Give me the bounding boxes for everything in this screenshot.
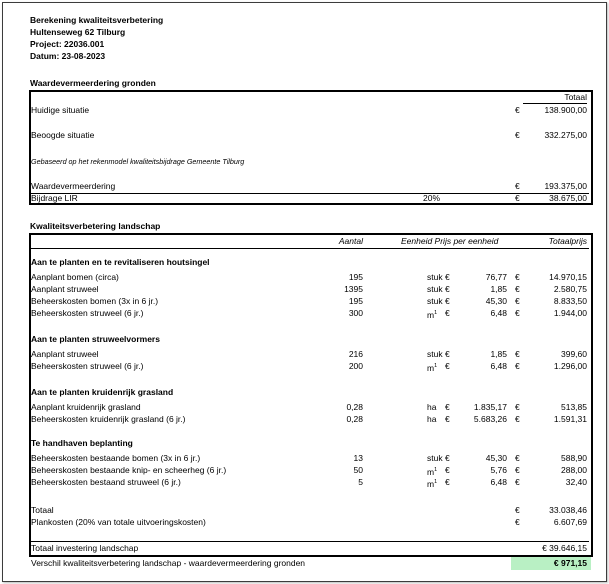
row-total: 14.970,15 — [549, 272, 587, 282]
vm-cur: € — [515, 181, 520, 191]
column-header-rule — [31, 248, 589, 249]
row-price: 45,30 — [485, 453, 507, 463]
row-price: 6,48 — [490, 308, 507, 318]
row-label: Beheerskosten kruidenrijk grasland (6 jr.) — [31, 414, 186, 424]
plankosten-value: 6.607,69 — [553, 517, 587, 527]
row-price: 5.683,26 — [473, 414, 507, 424]
row-unit-text: m — [427, 309, 435, 320]
verschil-label: Verschil kwaliteitsverbetering landschap - waardevermeerdering gronden — [31, 558, 306, 568]
row-total: 1.296,00 — [553, 361, 587, 371]
huidige-cur: € — [515, 105, 520, 115]
section1-note: Gebaseerd op het rekenmodel kwaliteitsbijdrage Gemeente Tilburg — [31, 157, 245, 166]
doc-title: Berekening kwaliteitsverbetering — [30, 15, 164, 25]
plankosten-label: Plankosten (20% van totale uitvoeringskosten) — [31, 517, 206, 527]
huidige-value: 138.900,00 — [544, 105, 587, 115]
row-price: 1,85 — [490, 284, 507, 294]
row-unit — [427, 465, 437, 478]
row-cur2: € — [515, 296, 520, 306]
row-label: Beheerskosten bestaande bomen (3x in 6 jr.) — [31, 453, 201, 463]
row-unit — [427, 414, 436, 425]
row-total: 2.580,75 — [553, 284, 587, 294]
row-unit-sup: 1 — [434, 310, 438, 316]
row-unit — [427, 453, 443, 464]
lir-cur: € — [515, 193, 520, 203]
row-cur2: € — [515, 349, 520, 359]
group-title: Aan te planten en te revitaliseren houtsingel — [31, 257, 210, 267]
row-qty: 195 — [348, 272, 363, 282]
row-unit — [427, 477, 437, 490]
row-cur2: € — [515, 308, 520, 318]
row-label: Beheerskosten bestaand struweel (6 jr.) — [31, 477, 181, 487]
row-total: 288,00 — [561, 465, 587, 475]
row-price: 5,76 — [490, 465, 507, 475]
row-cur1: € — [445, 361, 450, 371]
row-label: Beheerskosten struweel (6 jr.) — [31, 308, 144, 318]
row-unit — [427, 361, 437, 374]
row-qty: 195 — [348, 296, 363, 306]
col-eenheid: Eenheid Prijs per eenheid — [401, 236, 499, 246]
row-qty: 216 — [348, 349, 363, 359]
row-total: 8.833,50 — [553, 296, 587, 306]
row-price: 1,85 — [490, 349, 507, 359]
doc-date: Datum: 23-08-2023 — [30, 51, 106, 61]
row-unit-text: ha — [427, 402, 437, 412]
row-unit-text: stuk — [427, 453, 443, 463]
row-cur2: € — [515, 453, 520, 463]
row-cur2: € — [515, 402, 520, 412]
row-cur2: € — [515, 272, 520, 282]
section1-heading: Waardevermeerdering gronden — [30, 78, 156, 88]
vm-label: Waardevermeerdering — [31, 181, 116, 191]
row-qty: 300 — [348, 308, 363, 318]
row-cur1: € — [445, 308, 450, 318]
row-unit-text: stuk — [427, 296, 443, 306]
row-label: Aanplant kruidenrijk grasland — [31, 402, 141, 412]
row-price: 6,48 — [490, 477, 507, 487]
lir-value: 38.675,00 — [549, 193, 587, 203]
row-label: Beheerskosten bestaande knip- en scheerheg (6 jr.) — [31, 465, 227, 475]
section1-total-header: Totaal — [564, 92, 587, 102]
row-total: 513,85 — [561, 402, 587, 412]
row-cur1: € — [445, 453, 450, 463]
group-title: Aan te planten struweelvormers — [31, 334, 160, 344]
total-header-underline — [523, 103, 587, 104]
row-qty: 200 — [348, 361, 363, 371]
row-cur2: € — [515, 414, 520, 424]
row-unit-text: stuk — [427, 349, 443, 359]
row-unit — [427, 402, 436, 413]
row-unit-text: stuk — [427, 272, 443, 282]
row-unit-text: m — [427, 362, 435, 373]
section2-heading: Kwaliteitsverbetering landschap — [30, 221, 161, 231]
row-label: Beheerskosten struweel (6 jr.) — [31, 361, 144, 371]
row-total: 588,90 — [561, 453, 587, 463]
row-unit — [427, 296, 443, 307]
doc-project: Project: 22036.001 — [30, 39, 105, 49]
row-total: 1.944,00 — [553, 308, 587, 318]
row-unit-text: stuk — [427, 284, 443, 294]
investering-value: € 39.646,15 — [542, 543, 587, 553]
vm-value: 193.375,00 — [544, 181, 587, 191]
row-qty: 5 — [358, 477, 363, 487]
col-totaal: Totaalprijs — [548, 236, 587, 246]
row-label: Beheerskosten bomen (3x in 6 jr.) — [31, 296, 159, 306]
row-unit — [427, 308, 437, 321]
row-total: 1.591,31 — [553, 414, 587, 424]
row-cur2: € — [515, 284, 520, 294]
row-unit — [427, 272, 443, 283]
row-qty: 1395 — [344, 284, 363, 294]
beoogde-cur: € — [515, 130, 520, 140]
verschil-value: € 971,15 — [553, 558, 587, 568]
row-cur1: € — [445, 284, 450, 294]
row-label: Aanplant struweel — [31, 284, 99, 294]
totaal-cur: € — [515, 505, 520, 515]
row-cur1: € — [445, 414, 450, 424]
lir-pct: 20% — [423, 193, 441, 203]
investering-rule — [31, 541, 589, 542]
plankosten-cur: € — [515, 517, 520, 527]
row-cur1: € — [445, 402, 450, 412]
totaal-value: 33.038,46 — [549, 505, 587, 515]
row-price: 6,48 — [490, 361, 507, 371]
lir-label: Bijdrage LIR — [31, 193, 78, 203]
document-frame — [2, 2, 607, 582]
row-qty: 13 — [353, 453, 363, 463]
row-unit-text: m — [427, 466, 435, 477]
row-price: 76,77 — [485, 272, 507, 282]
row-cur1: € — [445, 272, 450, 282]
totaal-label: Totaal — [31, 505, 54, 515]
row-cur1: € — [445, 349, 450, 359]
row-cur2: € — [515, 465, 520, 475]
row-qty: 50 — [353, 465, 363, 475]
row-unit-sup: 1 — [434, 363, 438, 369]
row-label: Aanplant bomen (circa) — [31, 272, 119, 282]
row-unit-sup: 1 — [434, 467, 438, 473]
beoogde-label: Beoogde situatie — [31, 130, 95, 140]
group-title: Aan te planten kruidenrijk grasland — [31, 387, 174, 397]
row-cur1: € — [445, 477, 450, 487]
row-price: 45,30 — [485, 296, 507, 306]
row-cur2: € — [515, 477, 520, 487]
col-aantal: Aantal — [338, 236, 363, 246]
row-unit-text: m — [427, 478, 435, 489]
row-qty: 0,28 — [346, 402, 363, 412]
row-cur1: € — [445, 296, 450, 306]
row-price: 1.835,17 — [473, 402, 507, 412]
doc-address: Hultenseweg 62 Tilburg — [30, 27, 126, 37]
investering-label: Totaal investering landschap — [31, 543, 139, 553]
beoogde-value: 332.275,00 — [544, 130, 587, 140]
row-total: 32,40 — [565, 477, 587, 487]
row-cur1: € — [445, 465, 450, 475]
row-unit — [427, 284, 443, 295]
row-cur2: € — [515, 361, 520, 371]
row-unit-sup: 1 — [434, 479, 438, 485]
row-unit-text: ha — [427, 414, 437, 424]
row-unit — [427, 349, 443, 360]
row-qty: 0,28 — [346, 414, 363, 424]
row-total: 399,60 — [561, 349, 587, 359]
huidige-label: Huidige situatie — [31, 105, 90, 115]
row-label: Aanplant struweel — [31, 349, 99, 359]
group-title: Te handhaven beplanting — [31, 438, 133, 448]
vm-rule — [31, 193, 589, 194]
